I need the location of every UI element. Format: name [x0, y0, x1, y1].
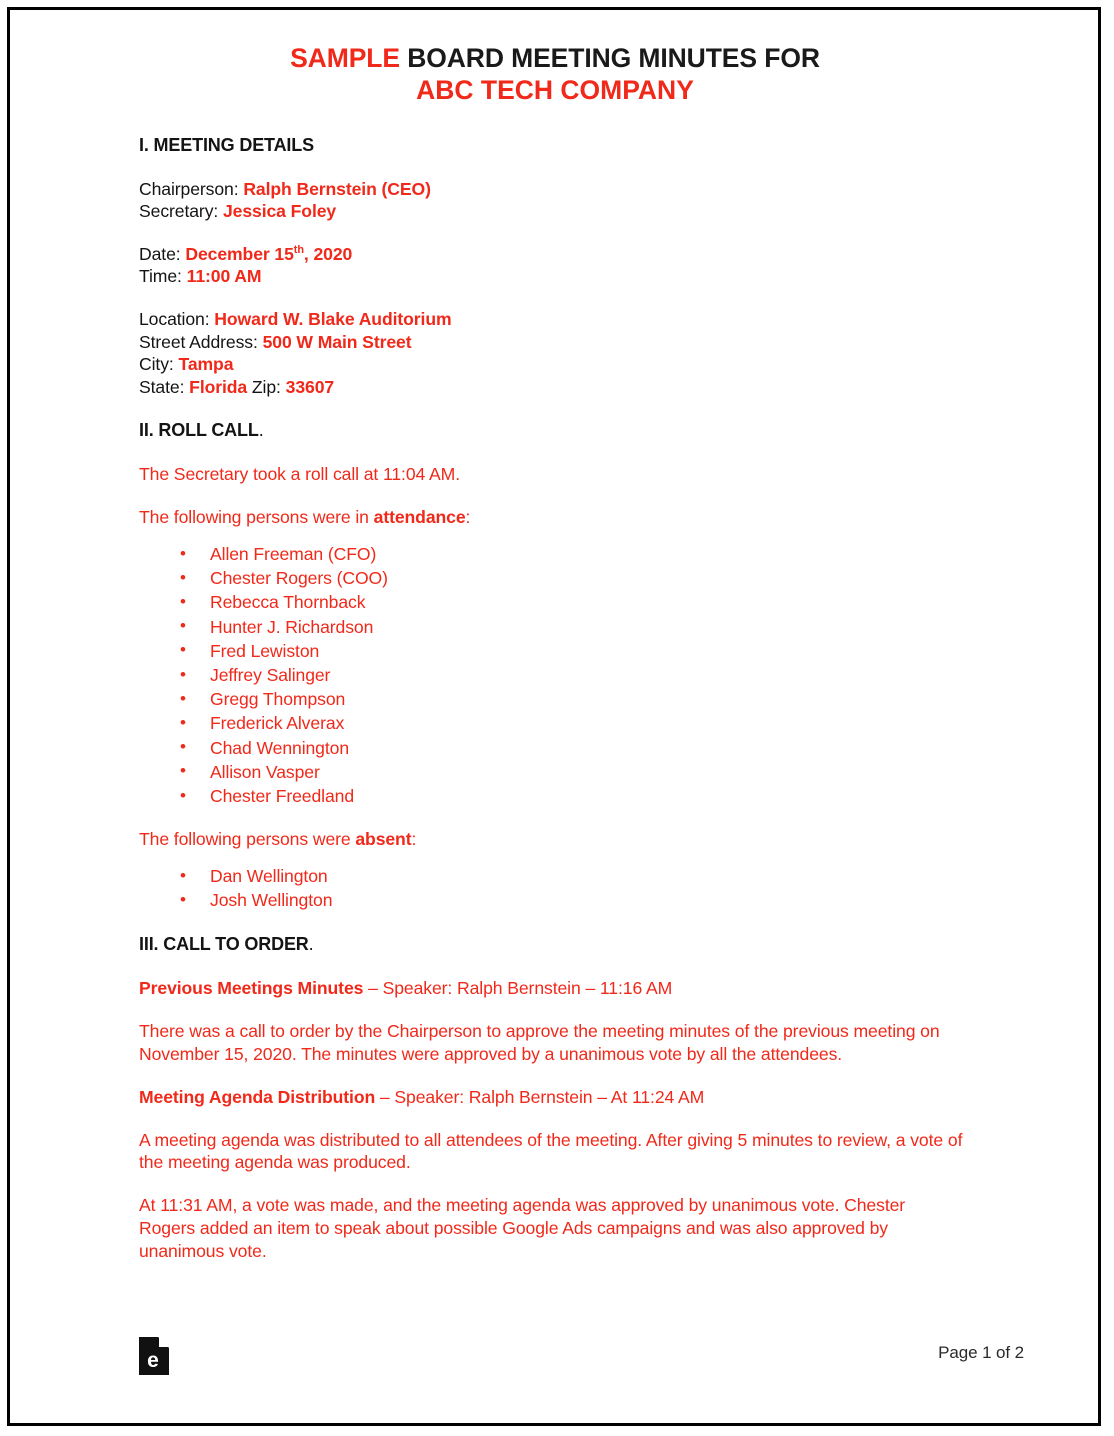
list-item: • Frederick Alverax [139, 711, 963, 735]
document-page [7, 7, 1101, 1426]
agenda-item-paragraph: There was a call to order by the Chairperson to approve the meeting minutes of the previous meeting on November 15, 2020. The minutes were approved by a unanimous vote by all the attendees. [139, 1021, 940, 1065]
field-time [139, 265, 963, 288]
list-item: • Hunter J. Richardson [139, 615, 963, 639]
field-chairperson [139, 178, 963, 201]
agenda-item-title-previous-minutes [139, 977, 963, 1000]
absent-intro [139, 828, 963, 851]
field-street-address [139, 331, 963, 354]
field-chairperson-label: Chairperson: [139, 178, 244, 199]
list-item: • Fred Lewiston [139, 639, 963, 663]
field-city-label: City: [139, 354, 179, 375]
attendance-intro [139, 506, 963, 529]
field-street-address-value: 500 W Main Street [262, 331, 412, 352]
section-heading-roll-call-text: II. ROLL CALL [139, 420, 259, 441]
agenda-item-title-text: Meeting Agenda Distribution [139, 1086, 376, 1107]
section-heading-roll-call [139, 420, 963, 441]
list-item: • Chester Rogers (COO) [139, 566, 963, 590]
field-time-value: 11:00 AM [186, 266, 262, 287]
list-item: • Rebecca Thornback [139, 590, 963, 614]
list-item: • Jeffrey Salinger [139, 663, 963, 687]
attendance-intro-suffix: : [465, 507, 471, 528]
agenda-item-title-agenda-distribution [139, 1086, 963, 1109]
field-date-year: , 2020 [303, 243, 353, 264]
field-date-label: Date: [139, 243, 186, 264]
field-location-value: Howard W. Blake Auditorium [214, 309, 452, 330]
field-date-value [185, 244, 352, 264]
section-heading-call-to-order [139, 934, 963, 955]
agenda-item-meta: – Speaker: Ralph Bernstein – 11:16 AM [363, 978, 673, 999]
page-footer [139, 1337, 1024, 1381]
field-state-value: Florida [189, 376, 248, 397]
section-heading-call-to-order-period: . [308, 934, 314, 955]
section-heading-meeting-details: I. MEETING DETAILS [139, 134, 314, 155]
page-number: Page 1 of 2 [938, 1343, 1024, 1362]
page-title [139, 42, 963, 74]
field-time-label: Time: [139, 266, 187, 287]
title-company-name: ABC TECH COMPANY [416, 75, 694, 106]
field-street-address-label: Street Address: [139, 331, 263, 352]
field-chairperson-value: Ralph Bernstein (CEO) [243, 178, 431, 199]
attendees-list [139, 542, 963, 808]
section-heading-call-to-order-text: III. CALL TO ORDER [139, 934, 309, 955]
attendance-keyword: attendance [373, 507, 466, 528]
section-heading-roll-call-period: . [258, 420, 264, 441]
list-item: • Dan Wellington [139, 864, 963, 888]
field-secretary-value: Jessica Foley [222, 201, 337, 222]
absentees-list [139, 864, 963, 912]
svg-text:e: e [147, 1349, 159, 1372]
field-city-value: Tampa [178, 354, 234, 375]
field-date-value-main: December 15 [185, 243, 294, 264]
absent-intro-suffix: : [411, 829, 417, 850]
field-state-zip [139, 376, 963, 399]
field-date [139, 243, 963, 266]
field-secretary-label: Secretary: [139, 201, 223, 222]
agenda-item-title-text: Previous Meetings Minutes [139, 978, 364, 999]
document-content [139, 42, 963, 1263]
agenda-item-paragraph: A meeting agenda was distributed to all attendees of the meeting. After giving 5 minutes to review, a vote of the meeting agenda was produced. [139, 1129, 963, 1173]
list-item: • Gregg Thompson [139, 687, 963, 711]
field-date-ordinal-suffix: th [293, 243, 304, 256]
list-item: • Allison Vasper [139, 760, 963, 784]
roll-call-intro: The Secretary took a roll call at 11:04 AM. [139, 464, 461, 485]
field-location-label: Location: [139, 309, 215, 330]
list-item: • Chester Freedland [139, 784, 963, 808]
absent-keyword: absent [355, 829, 412, 850]
field-location [139, 308, 963, 331]
field-city [139, 353, 963, 376]
list-item: • Allen Freeman (CFO) [139, 542, 963, 566]
agenda-item-meta: – Speaker: Ralph Bernstein – At 11:24 AM [375, 1086, 705, 1107]
list-item: • Josh Wellington [139, 888, 963, 912]
title-sample-word: SAMPLE [290, 43, 400, 73]
field-state-label: State: [139, 376, 190, 397]
attendance-intro-prefix: The following persons were in [139, 507, 374, 528]
eforms-document-logo-icon [139, 1337, 169, 1375]
agenda-item-paragraph: At 11:31 AM, a vote was made, and the meeting agenda was approved by unanimous vote. Chester Rogers added an item to speak about possible Google Ads campaigns and was also approved by unanimous vote. [139, 1195, 906, 1261]
list-item: • Chad Wennington [139, 736, 963, 760]
title-main-words: BOARD MEETING MINUTES FOR [399, 43, 820, 73]
field-zip-value: 33607 [285, 376, 335, 397]
field-zip-label: Zip: [247, 376, 286, 397]
absent-intro-prefix: The following persons were [139, 829, 356, 850]
field-secretary [139, 200, 963, 223]
